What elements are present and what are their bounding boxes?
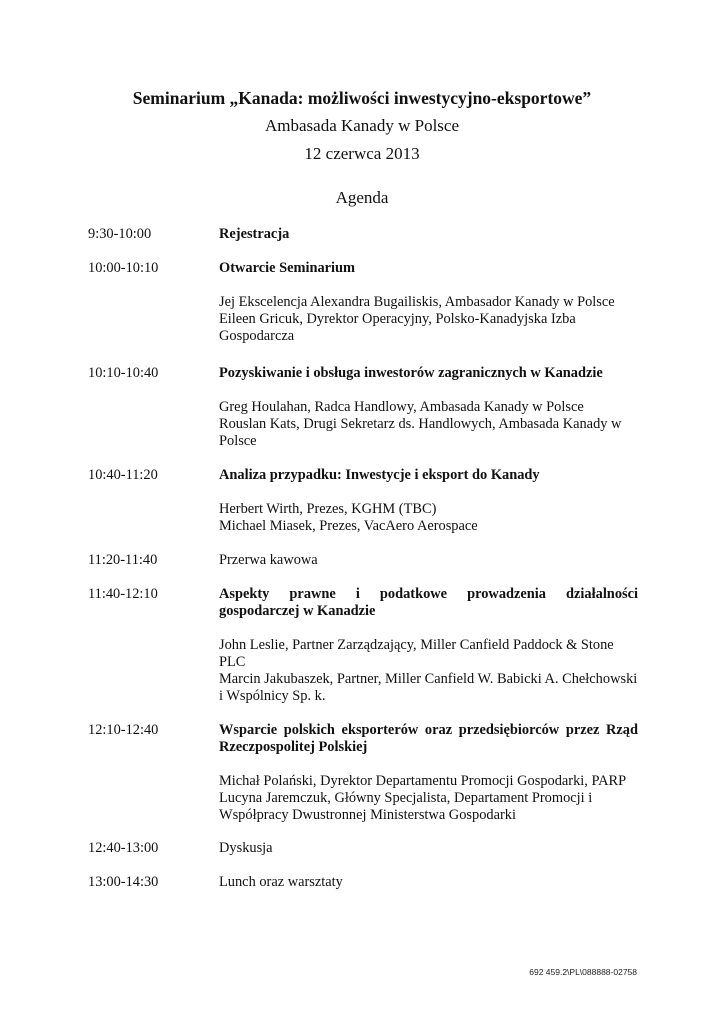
speaker-list	[219, 773, 638, 824]
agenda-content	[219, 552, 638, 569]
agenda-item	[88, 467, 638, 535]
session-title: Rejestracja	[219, 226, 290, 242]
agenda-time: 12:40-13:00	[88, 840, 159, 856]
speaker-list	[219, 637, 638, 705]
speaker: Jej Ekscelencja Alexandra Bugailiskis, Ambasador Kanady w Polsce	[219, 294, 615, 310]
agenda-time: 10:10-10:40	[88, 365, 159, 381]
document-title: Seminarium „Kanada: możliwości inwestycyjno-eksportowe”	[132, 88, 592, 108]
agenda-item	[88, 260, 638, 345]
document-reference: 692 459.2\PL\088888-02758	[529, 967, 637, 977]
speaker: Michał Polański, Dyrektor Departamentu Promocji Gospodarki, PARP	[219, 773, 627, 789]
session-title: Wsparcie polskich eksporterów oraz przedsiębiorców przez Rząd Rzeczpospolitej Polskiej	[219, 722, 638, 755]
agenda-list	[88, 226, 638, 891]
agenda-time: 9:30-10:00	[88, 226, 152, 242]
agenda-content	[219, 260, 638, 345]
venue: Ambasada Kanady w Polsce	[264, 116, 460, 135]
agenda-content	[219, 722, 638, 824]
speaker: John Leslie, Partner Zarządzający, Miller Canfield Paddock & Stone PLC	[219, 637, 614, 670]
session-title: Otwarcie Seminarium	[219, 260, 356, 276]
session-title: Przerwa kawowa	[219, 552, 318, 568]
agenda-content	[219, 467, 638, 535]
session-title: Aspekty prawne i podatkowe prowadzenia działalności gospodarczej w Kanadzie	[219, 586, 638, 619]
speaker-list	[219, 399, 638, 450]
agenda-item	[88, 722, 638, 824]
session-title: Pozyskiwanie i obsługa inwestorów zagranicznych w Kanadzie	[219, 365, 603, 381]
agenda-time: 11:20-11:40	[88, 552, 158, 568]
session-title: Lunch oraz warsztaty	[219, 874, 343, 890]
speaker: Marcin Jakubaszek, Partner, Miller Canfield W. Babicki A. Chełchowski i Wspólnicy Sp. k.	[219, 671, 638, 704]
agenda-item	[88, 552, 638, 569]
agenda-item	[88, 586, 638, 705]
session-title: Dyskusja	[219, 840, 273, 856]
speaker: Eileen Gricuk, Dyrektor Operacyjny, Polsko-Kanadyjska Izba Gospodarcza	[219, 311, 576, 344]
speaker: Michael Miasek, Prezes, VacAero Aerospace	[219, 518, 478, 534]
agenda-item	[88, 840, 638, 857]
agenda-heading: Agenda	[335, 188, 389, 207]
speaker: Herbert Wirth, Prezes, KGHM (TBC)	[219, 501, 437, 517]
speaker: Rouslan Kats, Drugi Sekretarz ds. Handlowych, Ambasada Kanady w Polsce	[219, 416, 622, 449]
agenda-time: 10:00-10:10	[88, 260, 159, 276]
agenda-time: 10:40-11:20	[88, 467, 158, 483]
speaker-list	[219, 501, 638, 535]
agenda-content	[219, 874, 638, 891]
agenda-time: 11:40-12:10	[88, 586, 158, 602]
session-title: Analiza przypadku: Inwestycje i eksport do Kanady	[219, 467, 540, 483]
agenda-time: 12:10-12:40	[88, 722, 159, 738]
agenda-content	[219, 840, 638, 857]
agenda-item	[88, 874, 638, 891]
agenda-item	[88, 365, 638, 450]
speaker: Greg Houlahan, Radca Handlowy, Ambasada Kanady w Polsce	[219, 399, 584, 415]
speaker-list	[219, 294, 638, 345]
agenda-content	[219, 226, 638, 243]
agenda-time: 13:00-14:30	[88, 874, 159, 890]
agenda-item	[88, 226, 638, 243]
speaker: Lucyna Jaremczuk, Główny Specjalista, Departament Promocji i Współpracy Dwustronnej Ministerstwa Gospodarki	[219, 790, 593, 823]
agenda-content	[219, 365, 638, 450]
agenda-content	[219, 586, 638, 705]
event-date: 12 czerwca 2013	[304, 144, 420, 163]
